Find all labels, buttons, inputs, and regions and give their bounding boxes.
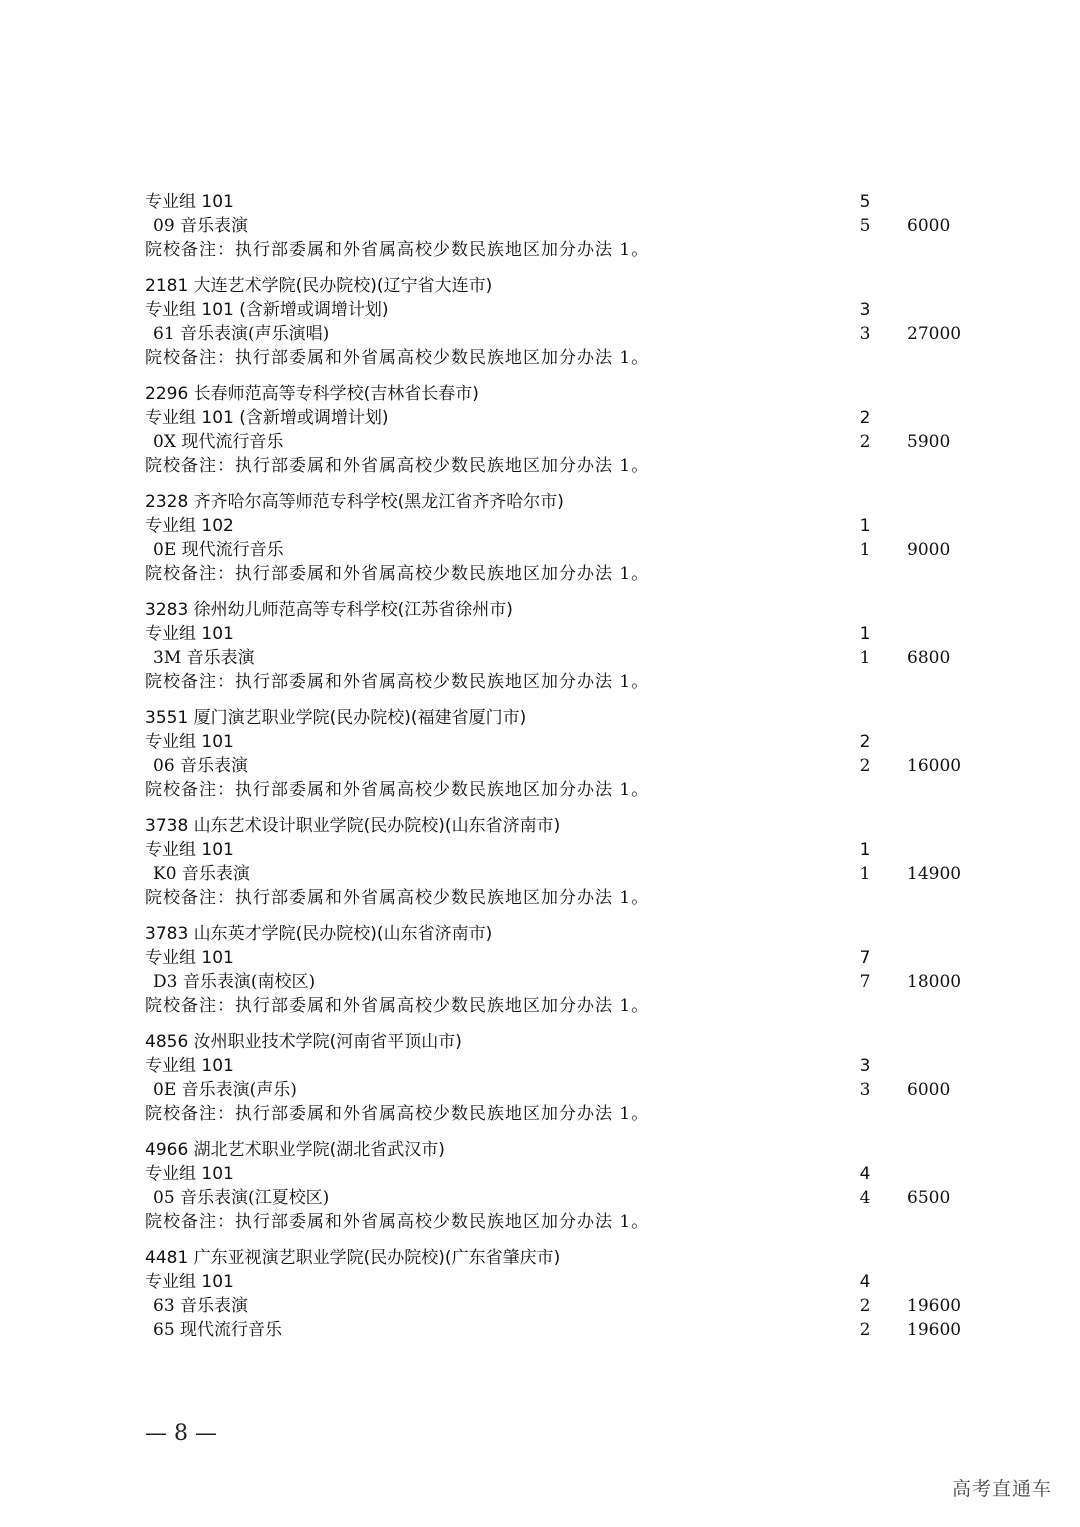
note-label: 院校备注： bbox=[145, 996, 235, 1016]
major-tuition: 14900 bbox=[907, 864, 962, 884]
watermark: 高考直通车 bbox=[951, 1478, 1052, 1500]
group-plan-count: 2 bbox=[859, 732, 871, 752]
major-row bbox=[145, 1294, 1005, 1318]
school-entry bbox=[145, 814, 1005, 910]
major-plan-count: 3 bbox=[859, 324, 871, 344]
group-row bbox=[145, 514, 1005, 538]
school-note bbox=[145, 238, 1005, 262]
major-tuition: 27000 bbox=[907, 324, 962, 344]
group-row bbox=[145, 190, 1005, 214]
school-name: 4856 汝州职业技术学院(河南省平顶山市) bbox=[145, 1032, 462, 1052]
note-text: 执行部委属和外省属高校少数民族地区加分办法 1。 bbox=[235, 1104, 650, 1124]
note-label: 院校备注： bbox=[145, 240, 235, 260]
group-row bbox=[145, 298, 1005, 322]
school-entry bbox=[145, 1030, 1005, 1126]
group-row bbox=[145, 1162, 1005, 1186]
school-entry bbox=[145, 382, 1005, 478]
note-text: 执行部委属和外省属高校少数民族地区加分办法 1。 bbox=[235, 672, 650, 692]
note-text: 执行部委属和外省属高校少数民族地区加分办法 1。 bbox=[235, 240, 650, 260]
major-row bbox=[145, 1318, 1005, 1342]
school-name: 3551 厦门演艺职业学院(民办院校)(福建省厦门市) bbox=[145, 708, 527, 728]
school-name: 3783 山东英才学院(民办院校)(山东省济南市) bbox=[145, 924, 493, 944]
school-row bbox=[145, 490, 1005, 514]
school-name: 2181 大连艺术学院(民办院校)(辽宁省大连市) bbox=[145, 276, 493, 296]
group-label: 专业组 101 bbox=[145, 948, 234, 968]
school-entry bbox=[145, 598, 1005, 694]
major-plan-count: 1 bbox=[859, 540, 871, 560]
major-plan-count: 2 bbox=[859, 1296, 871, 1316]
group-plan-count: 4 bbox=[859, 1164, 871, 1184]
group-label: 专业组 102 bbox=[145, 516, 234, 536]
school-note bbox=[145, 346, 1005, 370]
school-entry bbox=[145, 490, 1005, 586]
note-text: 执行部委属和外省属高校少数民族地区加分办法 1。 bbox=[235, 1212, 650, 1232]
major-row bbox=[145, 754, 1005, 778]
school-name: 2296 长春师范高等专科学校(吉林省长春市) bbox=[145, 384, 479, 404]
major-tuition: 6800 bbox=[907, 648, 951, 668]
group-row bbox=[145, 946, 1005, 970]
major-name: 05 音乐表演(江夏校区) bbox=[153, 1188, 330, 1208]
major-tuition: 16000 bbox=[907, 756, 962, 776]
note-label: 院校备注： bbox=[145, 1212, 235, 1232]
note-label: 院校备注： bbox=[145, 888, 235, 908]
major-name: 06 音乐表演 bbox=[153, 756, 249, 776]
major-plan-count: 2 bbox=[859, 432, 871, 452]
major-name: 3M 音乐表演 bbox=[153, 648, 255, 668]
group-label: 专业组 101 bbox=[145, 1056, 234, 1076]
note-label: 院校备注： bbox=[145, 348, 235, 368]
group-label: 专业组 101 bbox=[145, 192, 234, 212]
school-row bbox=[145, 922, 1005, 946]
major-row bbox=[145, 214, 1005, 238]
group-plan-count: 1 bbox=[859, 840, 871, 860]
school-name: 4966 湖北艺术职业学院(湖北省武汉市) bbox=[145, 1140, 445, 1160]
major-row bbox=[145, 970, 1005, 994]
major-name: 09 音乐表演 bbox=[153, 216, 249, 236]
major-tuition: 5900 bbox=[907, 432, 951, 452]
group-label: 专业组 101 bbox=[145, 1272, 234, 1292]
major-row bbox=[145, 322, 1005, 346]
school-note bbox=[145, 1210, 1005, 1234]
major-plan-count: 5 bbox=[859, 216, 871, 236]
major-tuition: 6500 bbox=[907, 1188, 951, 1208]
major-name: 63 音乐表演 bbox=[153, 1296, 249, 1316]
school-note bbox=[145, 670, 1005, 694]
school-note bbox=[145, 886, 1005, 910]
school-entry bbox=[145, 706, 1005, 802]
group-label: 专业组 101 bbox=[145, 840, 234, 860]
group-plan-count: 3 bbox=[859, 1056, 871, 1076]
major-plan-count: 3 bbox=[859, 1080, 871, 1100]
major-tuition: 19600 bbox=[907, 1296, 962, 1316]
major-name: 61 音乐表演(声乐演唱) bbox=[153, 324, 330, 344]
major-name: 0E 音乐表演(声乐) bbox=[153, 1080, 297, 1100]
major-row bbox=[145, 862, 1005, 886]
group-plan-count: 2 bbox=[859, 408, 871, 428]
school-name: 3283 徐州幼儿师范高等专科学校(江苏省徐州市) bbox=[145, 600, 513, 620]
note-text: 执行部委属和外省属高校少数民族地区加分办法 1。 bbox=[235, 888, 650, 908]
major-plan-count: 2 bbox=[859, 756, 871, 776]
major-tuition: 19600 bbox=[907, 1320, 962, 1340]
note-text: 执行部委属和外省属高校少数民族地区加分办法 1。 bbox=[235, 564, 650, 584]
school-row bbox=[145, 706, 1005, 730]
page-number: — 8 — bbox=[145, 1421, 217, 1446]
group-plan-count: 7 bbox=[859, 948, 871, 968]
group-label: 专业组 101 bbox=[145, 624, 234, 644]
group-plan-count: 5 bbox=[859, 192, 871, 212]
school-entry bbox=[145, 922, 1005, 1018]
school-entry bbox=[145, 274, 1005, 370]
major-row bbox=[145, 1078, 1005, 1102]
note-label: 院校备注： bbox=[145, 456, 235, 476]
major-row bbox=[145, 538, 1005, 562]
major-name: 0X 现代流行音乐 bbox=[153, 432, 284, 452]
major-plan-count: 7 bbox=[859, 972, 871, 992]
note-text: 执行部委属和外省属高校少数民族地区加分办法 1。 bbox=[235, 456, 650, 476]
major-plan-count: 4 bbox=[859, 1188, 871, 1208]
school-note bbox=[145, 994, 1005, 1018]
school-note bbox=[145, 778, 1005, 802]
major-row bbox=[145, 1186, 1005, 1210]
note-label: 院校备注： bbox=[145, 672, 235, 692]
school-entry bbox=[145, 1246, 1005, 1342]
note-label: 院校备注： bbox=[145, 780, 235, 800]
major-plan-count: 1 bbox=[859, 648, 871, 668]
school-entry bbox=[145, 190, 1005, 262]
group-row bbox=[145, 406, 1005, 430]
school-row bbox=[145, 1138, 1005, 1162]
major-name: K0 音乐表演 bbox=[153, 864, 250, 884]
note-text: 执行部委属和外省属高校少数民族地区加分办法 1。 bbox=[235, 348, 650, 368]
group-row bbox=[145, 1270, 1005, 1294]
admission-plan-list bbox=[145, 190, 1005, 1342]
major-name: 65 现代流行音乐 bbox=[153, 1320, 283, 1340]
school-note bbox=[145, 1102, 1005, 1126]
school-row bbox=[145, 274, 1005, 298]
group-row bbox=[145, 838, 1005, 862]
major-name: 0E 现代流行音乐 bbox=[153, 540, 284, 560]
school-row bbox=[145, 382, 1005, 406]
group-row bbox=[145, 622, 1005, 646]
major-tuition: 18000 bbox=[907, 972, 962, 992]
major-row bbox=[145, 430, 1005, 454]
note-label: 院校备注： bbox=[145, 1104, 235, 1124]
major-tuition: 6000 bbox=[907, 1080, 951, 1100]
school-name: 2328 齐齐哈尔高等师范专科学校(黑龙江省齐齐哈尔市) bbox=[145, 492, 564, 512]
school-name: 3738 山东艺术设计职业学院(民办院校)(山东省济南市) bbox=[145, 816, 561, 836]
note-text: 执行部委属和外省属高校少数民族地区加分办法 1。 bbox=[235, 996, 650, 1016]
school-entry bbox=[145, 1138, 1005, 1234]
school-row bbox=[145, 1246, 1005, 1270]
group-row bbox=[145, 1054, 1005, 1078]
group-label: 专业组 101 (含新增或调增计划) bbox=[145, 300, 389, 320]
major-tuition: 9000 bbox=[907, 540, 951, 560]
group-plan-count: 1 bbox=[859, 516, 871, 536]
group-label: 专业组 101 bbox=[145, 1164, 234, 1184]
group-label: 专业组 101 (含新增或调增计划) bbox=[145, 408, 389, 428]
note-label: 院校备注： bbox=[145, 564, 235, 584]
major-tuition: 6000 bbox=[907, 216, 951, 236]
major-plan-count: 1 bbox=[859, 864, 871, 884]
major-row bbox=[145, 646, 1005, 670]
school-note bbox=[145, 562, 1005, 586]
school-row bbox=[145, 814, 1005, 838]
school-note bbox=[145, 454, 1005, 478]
school-row bbox=[145, 598, 1005, 622]
school-row bbox=[145, 1030, 1005, 1054]
group-row bbox=[145, 730, 1005, 754]
major-name: D3 音乐表演(南校区) bbox=[153, 972, 316, 992]
group-plan-count: 3 bbox=[859, 300, 871, 320]
group-label: 专业组 101 bbox=[145, 732, 234, 752]
group-plan-count: 1 bbox=[859, 624, 871, 644]
major-plan-count: 2 bbox=[859, 1320, 871, 1340]
school-name: 4481 广东亚视演艺职业学院(民办院校)(广东省肇庆市) bbox=[145, 1248, 561, 1268]
group-plan-count: 4 bbox=[859, 1272, 871, 1292]
note-text: 执行部委属和外省属高校少数民族地区加分办法 1。 bbox=[235, 780, 650, 800]
